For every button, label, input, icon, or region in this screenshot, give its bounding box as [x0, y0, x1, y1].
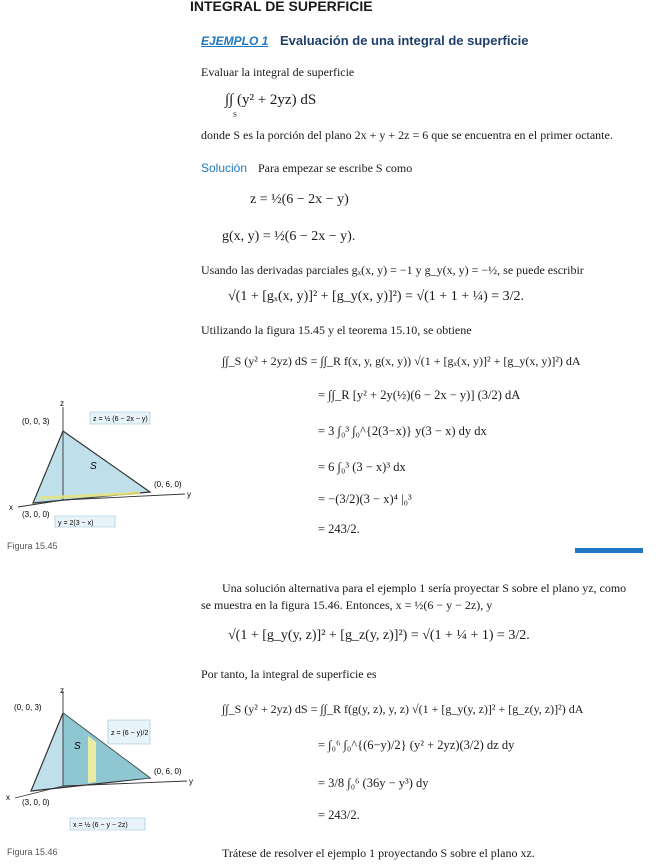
figure-15-46-caption: Figura 15.46: [7, 847, 58, 857]
label-x: x: [9, 503, 13, 512]
label-line: x = ½ (6 − y − 2z): [73, 822, 128, 829]
alternative-step-2: = 3/8 ∫₀⁶ (36y − y³) dy: [318, 776, 429, 790]
solution-eq2: g(x, y) = ½(6 − 2x − y).: [222, 229, 356, 244]
label-plane: z = (6 − y)/2: [111, 730, 149, 737]
label-300: (3, 0, 0): [22, 510, 50, 519]
alternative-text-2: se muestra en la figura 15.46. Entonces, x = ½(6 − y − 2z), y: [201, 598, 493, 612]
end-of-example-bar: [575, 548, 643, 553]
solution-intro: Para empezar se escribe S como: [258, 161, 413, 175]
label-060: (0, 6, 0): [154, 480, 182, 489]
label-line: y = 2(3 − x): [58, 520, 94, 527]
alternative-hence: Por tanto, la integral de superficie es: [201, 667, 377, 681]
figure-15-46: [0, 686, 200, 836]
figure-15-45-caption: Figura 15.45: [7, 541, 58, 551]
solution-step-0: ∫∫_S (y² + 2yz) dS = ∫∫_R f(x, y, g(x, y)) √(1 + [gₓ(x, y)]² + [g_y(x, y)]²) dA: [222, 354, 581, 368]
label-300: (3, 0, 0): [22, 798, 50, 807]
alternative-step-1: = ∫₀⁶ ∫₀^{(6−y)/2} (y² + 2yz)(3/2) dz dy: [318, 738, 515, 752]
alternative-step-3: = 243/2.: [318, 808, 360, 822]
solution-eq1: z = ½(6 − 2x − y): [250, 192, 349, 207]
label-s: S: [74, 741, 81, 752]
label-plane: z = ½ (6 − 2x − y): [93, 416, 148, 423]
alternative-closing: Trátese de resolver el ejemplo 1 proyectando S sobre el plano xz.: [222, 846, 535, 860]
example-prompt: Evaluar la integral de superficie: [201, 65, 355, 79]
example-title: Evaluación de una integral de superficie: [280, 33, 529, 48]
example-integral-sub: S: [233, 111, 237, 119]
solution-label: Solución: [201, 161, 248, 175]
strip: [88, 736, 96, 783]
label-s: S: [90, 461, 97, 472]
example-integral: ∫∫ (y² + 2yz) dS: [225, 92, 317, 108]
alternative-text-1: Una solución alternativa para el ejemplo 1 sería proyectar S sobre el plano yz, como: [222, 581, 627, 595]
solution-step-5: = 243/2.: [318, 522, 360, 536]
example-tag: EJEMPLO 1: [201, 34, 269, 48]
solution-root: √(1 + [gₓ(x, y)]² + [g_y(x, y)]²) = √(1 + 1 + ¼) = 3/2.: [228, 289, 525, 304]
solution-step-4: = −(3/2)(3 − x)⁴ |₀³: [318, 492, 412, 506]
label-060: (0, 6, 0): [154, 767, 182, 776]
label-003: (0, 0, 3): [22, 417, 50, 426]
label-z: z: [60, 686, 64, 695]
label-z: z: [60, 399, 64, 408]
label-y: y: [189, 777, 193, 786]
label-003: (0, 0, 3): [14, 703, 42, 712]
solution-partials: Usando las derivadas parciales gₓ(x, y) = −1 y g_y(x, y) = −½, se puede escribir: [201, 263, 584, 277]
solution-step-2: = 3 ∫₀³ ∫₀^{2(3−x)} y(3 − x) dy dx: [318, 424, 487, 438]
alternative-step-0: ∫∫_S (y² + 2yz) dS = ∫∫_R f(g(y, z), y, z) √(1 + [g_y(y, z)]² + [g_z(y, z)]²) dA: [222, 702, 584, 716]
label-y: y: [187, 490, 191, 499]
page-title: INTEGRAL DE SUPERFICIE: [190, 0, 373, 14]
figure-15-45: [0, 395, 200, 535]
solution-step-3: = 6 ∫₀³ (3 − x)³ dx: [318, 460, 406, 474]
example-where: donde S es la porción del plano 2x + y + 2z = 6 que se encuentra en el primer octante.: [201, 128, 613, 142]
alternative-root: √(1 + [g_y(y, z)]² + [g_z(y, z)]²) = √(1 + ¼ + 1) = 3/2.: [228, 628, 530, 643]
label-x: x: [6, 793, 10, 802]
solution-using: Utilizando la figura 15.45 y el teorema 15.10, se obtiene: [201, 323, 472, 337]
solution-step-1: = ∫∫_R [y² + 2y(½)(6 − 2x − y)] (3/2) dA: [318, 388, 521, 402]
